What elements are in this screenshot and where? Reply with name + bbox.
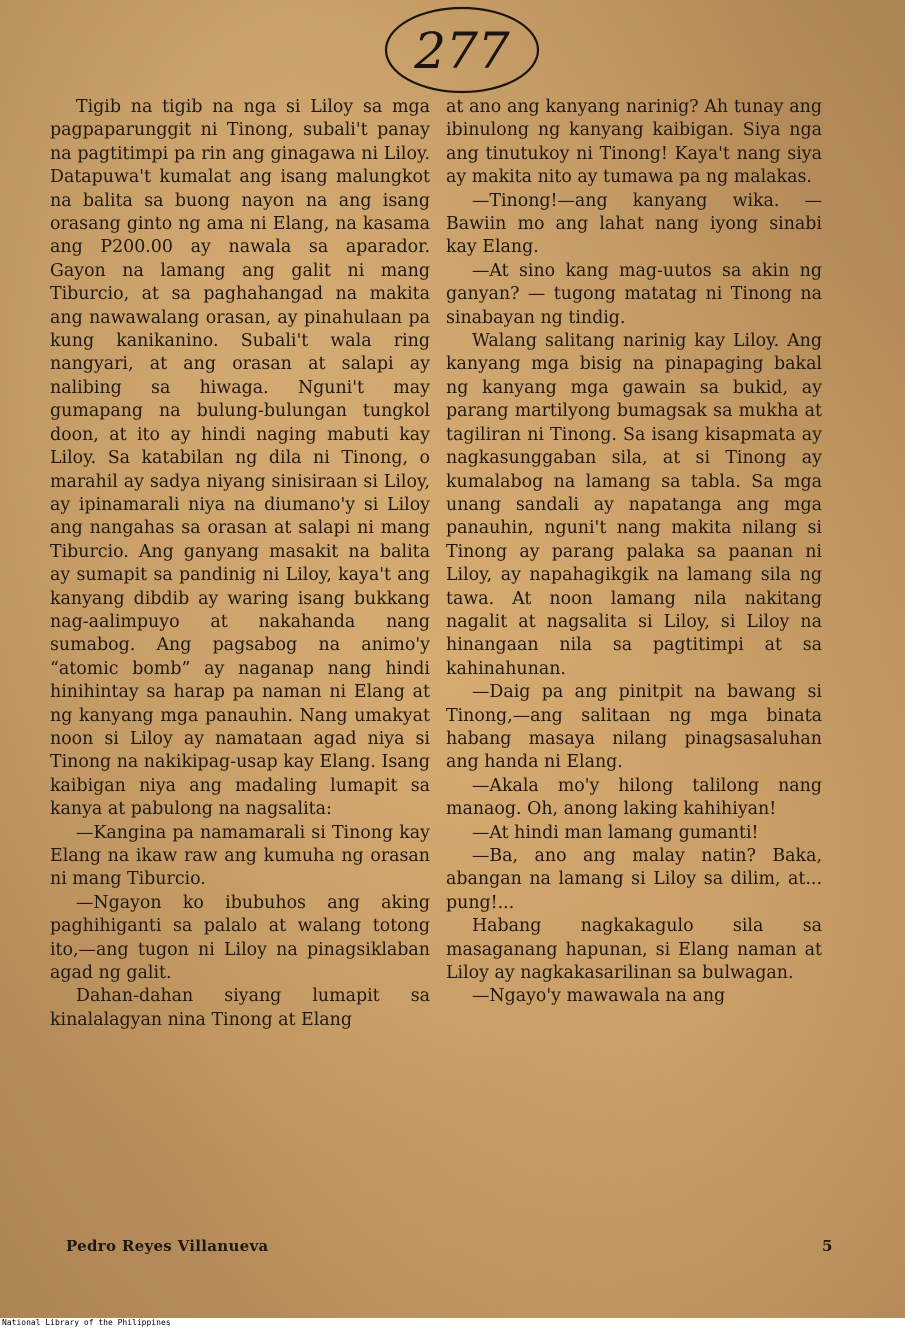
paragraph: —Akala mo'y hilong talilong nang manaog. Oh, anong laking kahihiyan! (446, 775, 822, 820)
paragraph: Dahan-dahan siyang lumapit sa kinalalagyan nina Tinong at Elang (50, 986, 430, 1030)
paragraph: —Kangina pa namamarali si Tinong kay Elang na ikaw raw ang kumuha ng orasan ni mang Tiburcio. (50, 822, 430, 890)
paragraph: —Ba, ano ang malay natin? Baka, abangan na lamang si Liloy sa dilim, at... pung!... (446, 846, 822, 913)
handwritten-page-number (382, 4, 542, 100)
paragraph: —At sino kang mag-uutos sa akin ng ganyan? — tugong matatag ni Tinong na sinabayan ng tindig. (446, 260, 822, 328)
paragraph: Walang salitang narinig kay Liloy. Ang kanyang mga bisig na pinapaging bakal ng kanyang mga gawain sa bukid, ay parang martilyong bumagsak sa mukha at tagiliran ni Tinong. Sa isang kisapmata ay nagkasunggaban sila, at si Tinong ay kumalabog na lamang sa tabla. Sa mga unang sandali ay napatanga ang mga panauhin, nguni't nang makita nilang si Tinong ay parang palaka sa paanan ni Liloy, ay napahagikgik na lamang sila ng tawa. At noon lamang nila nakitang nagalit at nagsalita si Liloy, si Liloy na hinangaan nila sa pagtitimpi at sa kahinahunan. (446, 331, 822, 679)
page-number-text: 277 (414, 22, 510, 80)
paragraph: —Tinong!—ang kanyang wika. —Bawiin mo ang lahat nang iyong sinabi kay Elang. (446, 190, 822, 258)
paragraph: Habang nagkakagulo sila sa masaganang hapunan, si Elang naman at Liloy ay nagkakasarilinan sa bulwagan. (446, 916, 822, 984)
footer-page-number: 5 (822, 1237, 833, 1255)
paragraph: at ano ang kanyang narinig? Ah tunay ang ibinulong ng kanyang kaibigan. Siya nga ang tinutukoy ni Tinong! Kaya't nang siya ay makita nito ay tumawa pa ng malakas. (446, 97, 822, 188)
library-credit: National Library of the Philippines (0, 1318, 905, 1328)
footer-author: Pedro Reyes Villanueva (66, 1237, 269, 1255)
paragraph: —At hindi man lamang gumanti! (472, 822, 759, 843)
right-column (446, 96, 822, 1009)
paragraph: —Ngayo'y mawawala na ang (472, 986, 726, 1007)
paragraph: —Daig pa ang pinitpit na bawang si Tinong,—ang salitaan ng mga binata habang masaya nilang pinagsasaluhan ang handa ni Elang. (446, 682, 822, 773)
paragraph: Tigib na tigib na nga si Liloy sa mga pagpaparunggit ni Tinong, subali't panay na pagtitimpi pa rin ang ginagawa ni Liloy. Datapuwa't kumalat ang isang malungkot na balita sa buong nayon na ang isang orasang ginto ng ama ni Elang, na kasama ang P200.00 ay nawala sa aparador. Gayon na lamang ang galit ni mang Tiburcio, at sa paghahangad na makita ang nawawalang orasan, ay pinahulaan pa kung kanikanino. Subali't wala ring nangyari, at ang orasan at salapi ay nalibing sa hiwaga. Nguni't may gumapang na bulung-bulungan tungkol doon, at ito ay hindi naging mabuti kay Liloy. Sa katabilan ng dila ni Tinong, o marahil ay sadya niyang sinisiraan si Liloy, ay ipinamarali niya na diumano'y si Liloy ang nangahas sa orasan at salapi ni mang Tiburcio. Ang ganyang masakit na balita ay sumapit sa pandinig ni Liloy, kaya't ang kanyang dibdib ay waring isang bukkang nag-aalimpuyo at nakahanda nang sumabog. Ang pagsabog na animo'y “atomic bomb” ay naganap nang hindi hinihintay sa harap pa naman ni Elang at ng kanyang mga panauhin. Nang umakyat noon si Liloy ay namataan agad niya si Tinong na nakikipag-usap kay Elang. Isang kaibigan niya ang madaling lumapit sa kanya at pabulong na nagsalita: (50, 97, 430, 820)
left-column (50, 96, 430, 1032)
paragraph: —Ngayon ko ibubuhos ang aking paghihiganti sa palalo at walang totong ito,—ang tugon ni Liloy na pinagsiklaban agad ng galit. (50, 892, 430, 984)
